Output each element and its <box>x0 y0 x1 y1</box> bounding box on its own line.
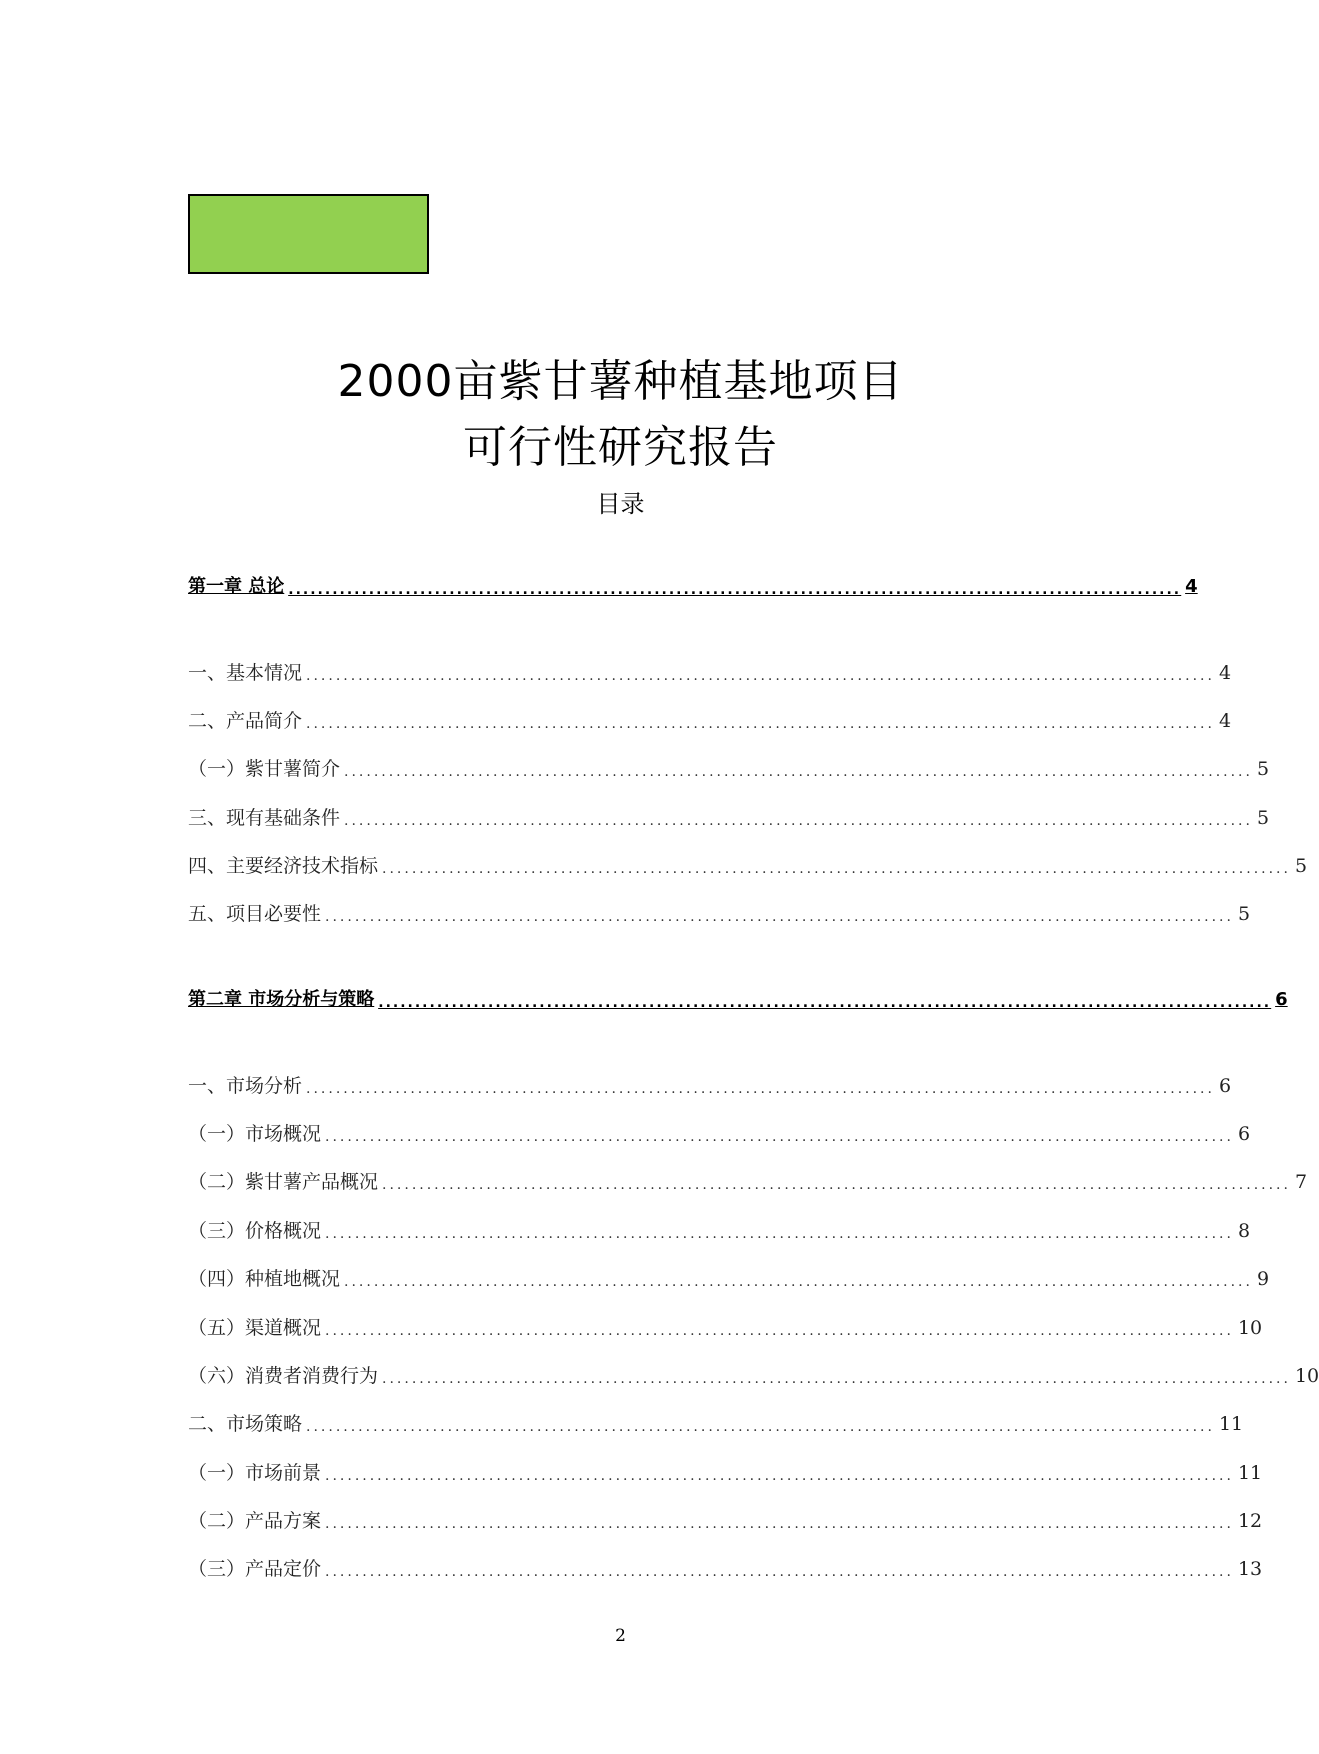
toc-entry-page: 5 <box>1256 807 1270 829</box>
toc-entry[interactable] <box>188 1361 1319 1391</box>
toc-dot-leader: .......................................................................................................................... <box>325 1564 1234 1580</box>
toc-entry-page: 7 <box>1294 1171 1308 1193</box>
toc-heading: 目录 <box>596 490 645 518</box>
toc-entry[interactable] <box>188 1119 1251 1149</box>
toc-dot-leader: .......................................................................................................................... <box>306 716 1215 732</box>
toc-entry[interactable] <box>188 706 1232 736</box>
toc-entry[interactable] <box>188 1506 1263 1536</box>
toc-entry-page: 6 <box>1237 1123 1251 1145</box>
toc-dot-leader: .......................................................................................................................... <box>325 1226 1234 1242</box>
toc-entry-label: 第二章 市场分析与策略 <box>188 989 375 1010</box>
document-title-line2: 可行性研究报告 <box>463 422 778 473</box>
toc-entry-page: 11 <box>1237 1462 1263 1484</box>
toc-entry[interactable] <box>188 1409 1244 1439</box>
toc-dot-leader: .......................................................................................................................... <box>306 668 1215 684</box>
toc-entry-label: 一、基本情况 <box>188 662 303 684</box>
toc-dot-leader: .......................................................................................................................... <box>382 1371 1291 1387</box>
toc-dot-leader: .......................................................................................................................... <box>325 1516 1234 1532</box>
toc-entry[interactable] <box>188 1458 1263 1488</box>
toc-entry-label: 第一章 总论 <box>188 576 285 597</box>
toc-entry[interactable] <box>188 1216 1251 1246</box>
toc-entry[interactable] <box>188 899 1251 929</box>
toc-entry-page: 11 <box>1218 1413 1244 1435</box>
page-number: 2 <box>615 1626 626 1646</box>
green-logo-block <box>188 194 429 274</box>
toc-entry-page: 9 <box>1256 1268 1270 1290</box>
toc-dot-leader: .......................................................................................................................... <box>344 764 1253 780</box>
toc-entry[interactable] <box>188 1554 1263 1584</box>
toc-entry-page: 6 <box>1218 1075 1232 1097</box>
toc-entry-label: 二、市场策略 <box>188 1413 303 1435</box>
toc-dot-leader: .......................................................................................................................... <box>306 1081 1215 1097</box>
toc-dot-leader: .......................................................................................................................... <box>344 1274 1253 1290</box>
toc-entry-label: 一、市场分析 <box>188 1075 303 1097</box>
toc-entry-label: （五）渠道概况 <box>188 1317 322 1339</box>
toc-dot-leader: .......................................................................................................................... <box>306 1419 1215 1435</box>
toc-entry[interactable] <box>188 658 1232 688</box>
toc-entry-page: 4 <box>1218 662 1232 684</box>
toc-entry[interactable] <box>188 985 1288 1015</box>
toc-entry-page: 12 <box>1237 1510 1263 1532</box>
document-title-line1: 2000亩紫甘薯种植基地项目 <box>337 356 904 407</box>
toc-dot-leader: .......................................................................................................................... <box>325 1468 1234 1484</box>
toc-entry[interactable] <box>188 803 1270 833</box>
toc-entry[interactable] <box>188 572 1198 602</box>
toc-entry[interactable] <box>188 1313 1263 1343</box>
toc-entry-page: 4 <box>1185 576 1198 597</box>
toc-entry[interactable] <box>188 1264 1270 1294</box>
toc-entry[interactable] <box>188 1167 1308 1197</box>
toc-entry-label: （三）产品定价 <box>188 1558 322 1580</box>
toc-entry-page: 5 <box>1256 758 1270 780</box>
toc-entry-label: （二）产品方案 <box>188 1510 322 1532</box>
toc-entry-label: （四）种植地概况 <box>188 1268 341 1290</box>
toc-dot-leader: .......................................................................................................................... <box>382 1177 1291 1193</box>
toc-entry-label: （一）市场前景 <box>188 1462 322 1484</box>
toc-entry-label: （六）消费者消费行为 <box>188 1365 379 1387</box>
toc-entry-label: （一）市场概况 <box>188 1123 322 1145</box>
toc-entry-label: 三、现有基础条件 <box>188 807 341 829</box>
toc-entry[interactable] <box>188 1071 1232 1101</box>
toc-entry-page: 5 <box>1237 903 1251 925</box>
toc-entry-page: 8 <box>1237 1220 1251 1242</box>
toc-dot-leader: .......................................................................................................................... <box>378 995 1272 1011</box>
toc-entry-label: 二、产品简介 <box>188 710 303 732</box>
toc-entry-label: 五、项目必要性 <box>188 903 322 925</box>
toc-entry[interactable] <box>188 754 1270 784</box>
toc-dot-leader: .......................................................................................................................... <box>344 813 1253 829</box>
toc-entry-page: 10 <box>1237 1317 1263 1339</box>
toc-dot-leader: .......................................................................................................................... <box>382 861 1291 877</box>
toc-entry-label: （三）价格概况 <box>188 1220 322 1242</box>
toc-entry-label: （二）紫甘薯产品概况 <box>188 1171 379 1193</box>
toc-entry-page: 10 <box>1294 1365 1319 1387</box>
toc-entry-page: 6 <box>1275 989 1288 1010</box>
toc-entry-page: 4 <box>1218 710 1232 732</box>
toc-entry-page: 5 <box>1294 855 1308 877</box>
toc-entry-label: 四、主要经济技术指标 <box>188 855 379 877</box>
toc-entry[interactable] <box>188 851 1308 881</box>
toc-dot-leader: .......................................................................................................................... <box>325 909 1234 925</box>
toc-dot-leader: .......................................................................................................................... <box>288 582 1182 598</box>
toc-dot-leader: .......................................................................................................................... <box>325 1129 1234 1145</box>
toc-entry-page: 13 <box>1237 1558 1263 1580</box>
toc-entry-label: （一）紫甘薯简介 <box>188 758 341 780</box>
toc-dot-leader: .......................................................................................................................... <box>325 1323 1234 1339</box>
